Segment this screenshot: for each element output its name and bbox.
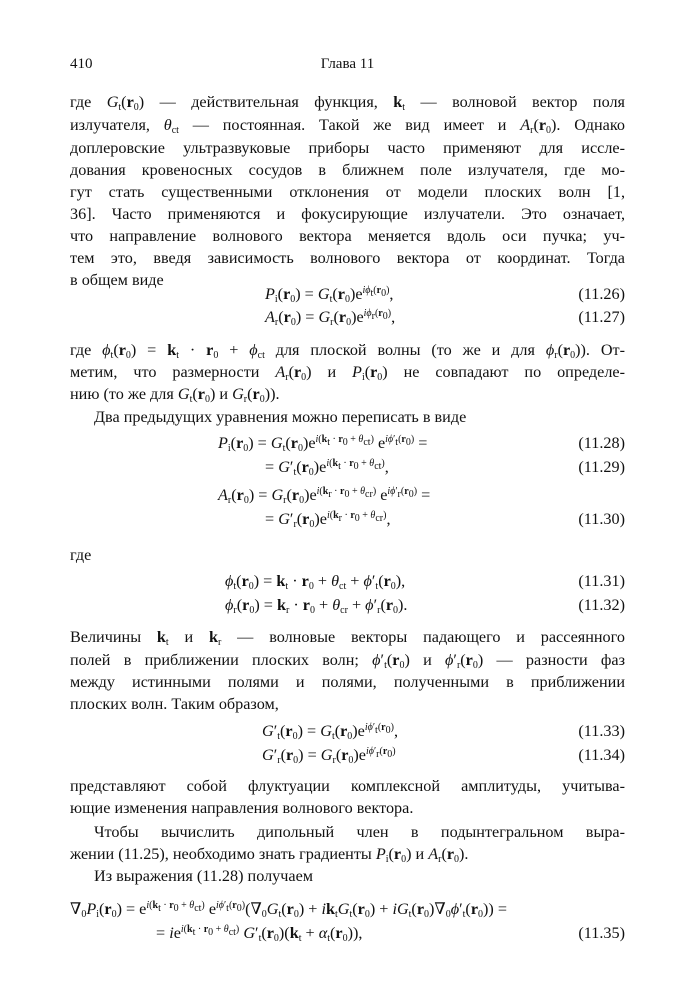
equation: $\nabla_0P_i(r_0) = e^{i(k_t \cdot r_0 + \theta_{ct})}$ $e^{i\phi'_t(r_0)}(\nabla_0G_t(r_0) + ik_tG_t(r_0) + iG_t(r_0)\nabla_0\phi'_t(r_0))$ = [70,900,507,920]
equation-number: (11.29) [578,458,625,476]
equation: $\phi_t(r_0) = k_t \cdot r_0 + \theta_{ct} + \phi'_t(r_0)$, [225,572,406,592]
equation-number: (11.34) [578,746,625,764]
paragraph-3: Два предыдущих уравнения можно переписать в виде [94,408,467,426]
paragraph-5-line: Величины $k_t$ и $k_r$ — волновые векторы падающего и рассеянного [70,628,625,648]
paragraph-5-line: полей в приближении плоских волн; $\phi'_t(r_0)$ и $\phi'_r(r_0)$ — разности фаз [70,651,625,671]
equation: $P_i(r_0) = G_t(r_0)e^{i(k_t \cdot r_0 + \theta_{ct})}$ $e^{i\phi'_t(r_0)}$ = [218,434,428,454]
paragraph-6-line: представляют собой флуктуации комплексной амплитуды, учитыва- [70,777,625,795]
equation-number: (11.28) [578,434,625,452]
equation: = $G'_r(r_0)e^{i(k_r \cdot r_0 + \theta_{cr})}$, [265,510,391,530]
paragraph-1-line: гут стать существенными отклонения от модели плоских волн [1, [70,183,625,201]
paragraph-5-line: между истинными полями и полями, полученными в приближении [70,673,625,691]
equation: $P_i(r_0) = G_t(r_0)e^{i\phi_t(r_0)}$, [265,285,394,305]
paragraph-2-line: где $\phi_t(r_0) = k_t \cdot r_0 + \phi_{ct}$ для плоской волны (то же и для $\phi_r(r_0)$). От- [70,341,626,361]
equation-number: (11.30) [578,510,625,528]
paragraph-1-line: тем это, введя зависимость волнового вектора от координат. Тогда [70,249,625,267]
equation-number: (11.33) [578,722,625,740]
paragraph-1-line: дования кровеносных сосудов в ближнем поле излучателя, где мо- [70,161,625,179]
running-head: Глава 11 [320,56,375,72]
equation: $\phi_r(r_0) = k_r \cdot r_0 + \theta_{cr} + \phi'_r(r_0)$. [225,596,408,616]
equation: $G'_r(r_0) = G_r(r_0)e^{i\phi'_r(r_0)}$ [262,746,396,766]
paragraph-1-line: излучателя, $\theta_{ct}$ — постоянная. Такой же вид имеет и $A_r(r_0)$. Однако [70,116,625,136]
equation: $A_r(r_0) = G_r(r_0)e^{i\phi_r(r_0)}$, [265,308,396,328]
equation-number: (11.35) [578,924,625,942]
paragraph-7-line: Чтобы вычислить дипольный член в подынтегральном выра- [94,823,625,841]
equation-number: (11.26) [578,285,625,303]
paragraph-1-line: 36]. Часто применяются и фокусирующие излучатели. Это означает, [70,205,625,223]
paragraph-7-line: жении (11.25), необходимо знать градиенты $P_i(r_0)$ и $A_r(r_0)$. [70,845,469,865]
paragraph-1-line: что направление волнового вектора меняется вдоль оси пучка; уч- [70,227,625,245]
equation: = $ie^{i(k_t \cdot r_0 + \theta_{ct})}$ $G'_t(r_0)(k_t + \alpha_t(r_0))$, [156,924,363,944]
equation-number: (11.32) [578,596,625,614]
paragraph-8: Из выражения (11.28) получаем [94,867,314,885]
equation-number: (11.27) [578,308,625,326]
paragraph-1-line: доплеровские ультразвуковые приборы часто применяют для иссле- [70,139,625,157]
paragraph-1-line: в общем виде [70,271,164,289]
paragraph-6-line: ющие изменения направления волнового вектора. [70,799,414,817]
paragraph-2-line: нию (то же для $G_t(r_0)$ и $G_r(r_0)$). [70,385,280,405]
equation: $G'_t(r_0) = G_t(r_0)e^{i\phi'_t(r_0)}$, [262,722,398,742]
paragraph-1-line: где $G_t(r_0)$ — действительная функция, $k_t$ — волновой вектор поля [70,93,625,113]
equation-number: (11.31) [578,572,625,590]
equation: = $G'_t(r_0)e^{i(k_t \cdot r_0 + \theta_{ct})}$, [265,458,389,478]
page-number: 410 [70,56,93,72]
paragraph-5-line: плоских волн. Таким образом, [70,695,279,713]
equation: $A_r(r_0) = G_r(r_0)e^{i(k_r \cdot r_0 + \theta_{cr})}$ $e^{i\phi'_r(r_0)}$ = [218,486,431,506]
paragraph-4: где [70,546,92,564]
paragraph-2-line: метим, что размерности $A_r(r_0)$ и $P_i(r_0)$ не совпадают по определе- [70,363,625,383]
